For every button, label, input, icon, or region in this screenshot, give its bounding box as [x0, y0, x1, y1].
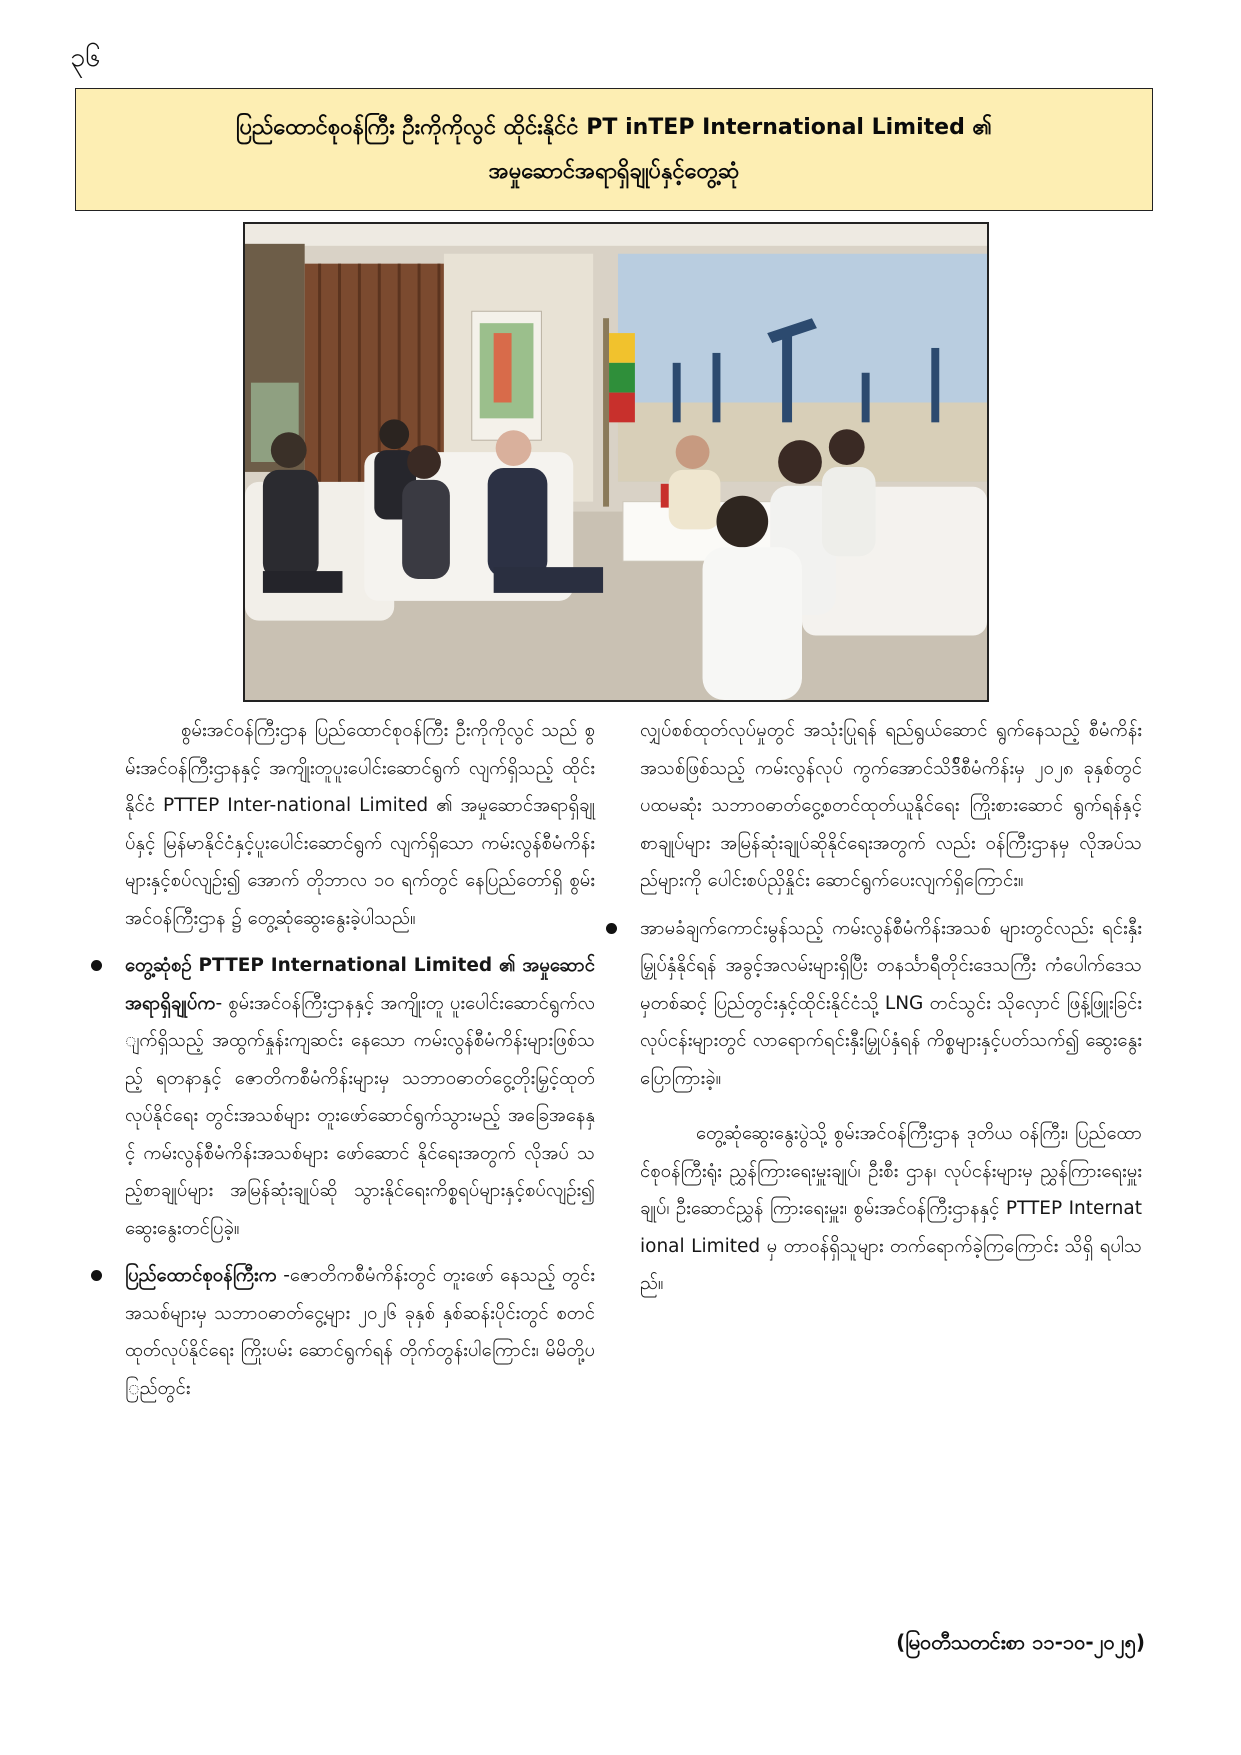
bullet-dot-icon [91, 1270, 102, 1281]
bullet-lead: ပြည်ထောင်စုဝန်ကြီးက [125, 1265, 277, 1286]
bullet-dot-icon [606, 923, 617, 934]
page-number: ၃၆ [70, 42, 101, 73]
bullet-body: -ဇောတိကစီမံကိန်းတွင် တူးဖော် နေသည့် တွင်းအသစ်များမှ သဘာဝဓာတ်ငွေ့များ ၂၀၂၆ ခုနှစ် နှစ်ဆန်းပိုင်းတွင် စတင်ထုတ်လုပ်နိုင်ရေး ကြိုးပမ်း ဆောင်ရွက်ရန် တိုက်တွန်းပါကြောင်း၊ မိမိတို့ပြည်တွင်း [125, 1265, 595, 1399]
bullet-text [125, 947, 595, 1247]
bullet-body: အာမခံချက်ကောင်းမွန်သည့် ကမ်းလွန်စီမံကိန်းအသစ် များတွင်လည်း ရင်းနှီးမြှုပ်နှံနိုင်ရန် အခွင့်အလမ်းများရှိပြီး တနင်္သာရီတိုင်းဒေသကြီး ကံပေါက်ဒေသမှတစ်ဆင့် ပြည်တွင်းနှင့်ထိုင်းနိုင်ငံသို့ LNG တင်သွင်း သိုလှောင် ဖြန့်ဖြူးခြင်းလုပ်ငန်းများတွင် လာရောက်ရင်းနှီးမြှုပ်နှံရန် ကိစ္စများနှင့်ပတ်သက်၍ ဆွေးနွေးပြောကြားခဲ့။ [640, 917, 1142, 1089]
bullet-item-minister-remarks [125, 1257, 595, 1407]
bullet-item-ceo-remarks [125, 947, 595, 1247]
intro-paragraph: စွမ်းအင်ဝန်ကြီးဌာန ပြည်ထောင်စုဝန်ကြီး ဦးကိုကိုလွင် သည် စွမ်းအင်ဝန်ကြီးဌာနနှင့် အကျိုးတူပူးပေါင်းဆောင်ရွက် လျက်ရှိသည့် ထိုင်းနိုင်ငံ PTTEP Inter-national Limited ၏ အမှုဆောင်အရာရှိချုပ်နှင့် မြန်မာနိုင်ငံနှင့်ပူးပေါင်းဆောင်ရွက် လျက်ရှိသော ကမ်းလွန်စီမံကိန်းများနှင့်စပ်လျဉ်း၍ အောက် တိုဘာလ ၁၀ ရက်တွင် နေပြည်တော်ရှိ စွမ်းအင်ဝန်ကြီးဌာန ၌ တွေ့ဆုံဆွေးနွေးခဲ့ပါသည်။ [125, 720, 595, 929]
bullet-text [125, 1257, 595, 1407]
headline-box [75, 88, 1153, 211]
source-citation: (မြဝတီသတင်းစာ ၁၁-၁၀-၂၀၂၅) [896, 1630, 1145, 1654]
continuation-paragraph: လျှပ်စစ်ထုတ်လုပ်မှုတွင် အသုံးပြုရန် ရည်ရွယ်ဆောင် ရွက်နေသည့် စီမံကိန်းအသစ်ဖြစ်သည့် ကမ်းလွန်လုပ် ကွက်အောင်သိဒ်ိစီမံကိန်းမှ ၂၀၂၈ ခုနှစ်တွင် ပထမဆုံး သဘာဝဓာတ်ငွေ့စတင်ထုတ်ယူနိုင်ရေး ကြိုးစားဆောင် ရွက်ရန်နှင့် စာချုပ်များ အမြန်ဆုံးချုပ်ဆိုနိုင်ရေးအတွက် လည်း ဝန်ကြီးဌာနမှ လိုအပ်သည်များကို ပေါင်းစပ်ညှိနှိုင်း ဆောင်ရွက်ပေးလျက်ရှိကြောင်း။ [640, 720, 1142, 891]
meeting-photo [243, 222, 989, 702]
bullet-lead: တွေ့ဆုံစဉ် PTTEP International Limited ၏ အမှုဆောင်အရာရှိချုပ်က [125, 955, 595, 1014]
closing-paragraph: တွေ့ဆုံဆွေးနွေးပွဲသို့ စွမ်းအင်ဝန်ကြီးဌာန ဒုတိယ ဝန်ကြီး၊ ပြည်ထောင်စုဝန်ကြီးရုံး ညွှန်ကြားရေးမှူးချုပ်၊ ဦးစီး ဌာန၊ လုပ်ငန်းများမှ ညွှန်ကြားရေးမှူးချုပ်၊ ဦးဆောင်ညွှန် ကြားရေးမှူး၊ စွမ်းအင်ဝန်ကြီးဌာနနှင့် PTTEP International Limited မှ တာဝန်ရှိသူများ တက်ရောက်ခဲ့ကြကြောင်း သိရှိ ရပါသည်။ [640, 1123, 1142, 1294]
bullet-dot-icon [91, 960, 102, 971]
bullet-item-investment [640, 910, 1142, 1098]
headline-line-1: ပြည်ထောင်စုဝန်ကြီး ဦးကိုကိုလွင် ထိုင်းနိုင်ငံ PT inTEP International Limited ၏ [235, 114, 993, 140]
article-left-column [125, 712, 595, 1407]
article-right-column [640, 712, 1142, 1303]
headline-line-2: အမှုဆောင်အရာရှိချုပ်နှင့်တွေ့ဆုံ [488, 158, 740, 184]
bullet-body: - စွမ်းအင်ဝန်ကြီးဌာနနှင့် အကျိုးတူ ပူးပေါင်းဆောင်ရွက်လျက်ရှိသည့် အထွက်နှုန်းကျဆင်း နေသော ကမ်းလွန်စီမံကိန်းများဖြစ်သည့် ရတနာနှင့် ဇောတိကစီမံကိန်းများမှ သဘာဝဓာတ်ငွေ့တိုးမြှင့်ထုတ် လုပ်နိုင်ရေး တွင်းအသစ်များ တူးဖော်ဆောင်ရွက်သွားမည့် အခြေအနေနှင့် ကမ်းလွန်စီမံကိန်းအသစ်များ ဖော်ဆောင် နိုင်ရေးအတွက် လိုအပ် သည့်စာချုပ်များ အမြန်ဆုံးချုပ်ဆို သွားနိုင်ရေးကိစ္စရပ်များနှင့်စပ်လျဉ်း၍ ဆွေးနွေးတင်ပြခဲ့။ [125, 992, 595, 1239]
